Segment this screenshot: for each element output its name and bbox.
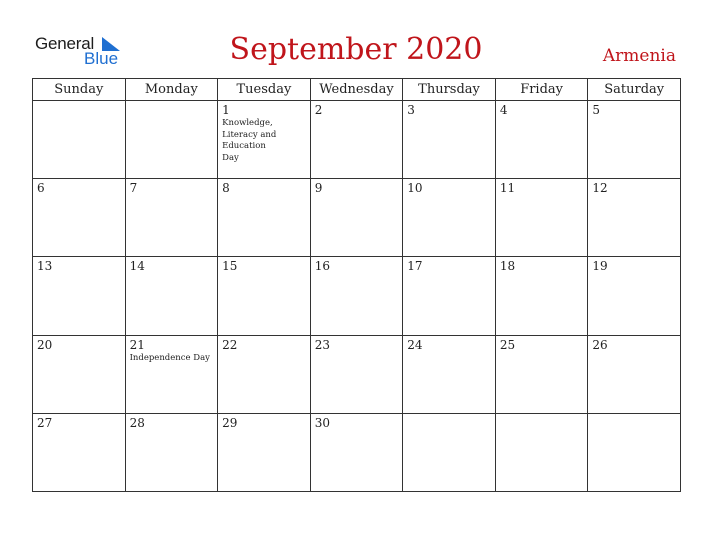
day-cell (125, 413, 218, 491)
logo-blue-text: Blue (84, 49, 119, 68)
day-cell (125, 179, 218, 257)
day-cell (33, 413, 126, 491)
day-cell (33, 101, 126, 179)
day-cell (588, 101, 681, 179)
week-row (33, 179, 681, 257)
day-number: 27 (37, 415, 53, 430)
day-cell (33, 179, 126, 257)
day-number (403, 414, 495, 416)
day-cell (403, 101, 496, 179)
day-number: 10 (407, 181, 423, 196)
day-number: 13 (37, 259, 53, 274)
calendar-grid (32, 78, 681, 492)
day-cell (403, 335, 496, 413)
day-cell (495, 413, 588, 491)
day-cell (218, 413, 311, 491)
day-number: 18 (499, 259, 516, 274)
holiday-label: Independence Day (129, 352, 210, 363)
day-number: 17 (407, 259, 423, 274)
day-number: 9 (314, 181, 323, 196)
day-cell (495, 335, 588, 413)
day-number: 15 (222, 259, 238, 274)
day-number: 4 (499, 103, 508, 117)
day-number: 29 (222, 415, 238, 430)
day-number: 22 (222, 337, 238, 352)
day-cell (125, 101, 218, 179)
day-cell (588, 257, 681, 335)
day-number (126, 101, 218, 103)
day-number: 28 (129, 415, 145, 430)
week-row (33, 257, 681, 335)
day-number: 19 (592, 259, 608, 274)
day-cell (310, 257, 403, 335)
holiday-label: Knowledge, Literacy and Education Day (222, 118, 277, 163)
day-cell (33, 257, 126, 335)
day-number: 14 (129, 259, 145, 274)
logo-general-text: General (35, 34, 95, 53)
day-number: 20 (37, 337, 53, 352)
day-number (588, 414, 680, 416)
day-number: 11 (499, 181, 516, 196)
calendar-title: September 2020 (229, 32, 483, 67)
day-number: 24 (407, 337, 423, 352)
day-number: 16 (314, 259, 330, 274)
week-row (33, 335, 681, 413)
day-cell (588, 413, 681, 491)
day-cell (310, 179, 403, 257)
weekday-header: Friday (495, 79, 588, 101)
weekday-header: Saturday (588, 79, 681, 101)
calendar-body (33, 101, 681, 492)
weekday-header: Tuesday (218, 79, 311, 101)
weekday-header: Sunday (33, 79, 126, 101)
day-number: 8 (222, 181, 230, 196)
country-label: Armenia (602, 46, 676, 66)
weekday-header: Wednesday (310, 79, 403, 101)
day-cell (495, 257, 588, 335)
day-number: 21 (129, 337, 145, 352)
week-row (33, 413, 681, 491)
day-number: 5 (592, 103, 601, 117)
day-cell (588, 179, 681, 257)
weekday-header: Monday (125, 79, 218, 101)
day-number: 26 (592, 337, 608, 352)
day-cell (33, 335, 126, 413)
day-cell (125, 335, 218, 413)
day-cell (403, 179, 496, 257)
day-cell (218, 257, 311, 335)
day-cell (403, 257, 496, 335)
day-number: 1 (222, 103, 230, 117)
day-cell (218, 179, 311, 257)
day-cell (310, 335, 403, 413)
day-number: 30 (314, 415, 330, 430)
day-number: 7 (129, 181, 138, 196)
day-number (496, 414, 588, 416)
day-cell (218, 335, 311, 413)
day-number: 2 (314, 103, 323, 117)
day-cell (310, 101, 403, 179)
day-cell (495, 179, 588, 257)
day-cell (588, 335, 681, 413)
weekday-header-row (33, 79, 681, 101)
day-number: 25 (499, 337, 516, 352)
weekday-header: Thursday (403, 79, 496, 101)
day-number: 6 (37, 181, 45, 196)
day-cell (403, 413, 496, 491)
day-cell (125, 257, 218, 335)
day-number: 12 (592, 181, 608, 196)
day-number: 23 (314, 337, 330, 352)
day-cell (310, 413, 403, 491)
day-cell (218, 101, 311, 179)
day-number (33, 101, 125, 103)
day-cell (495, 101, 588, 179)
day-number: 3 (407, 103, 415, 117)
week-row (33, 101, 681, 179)
